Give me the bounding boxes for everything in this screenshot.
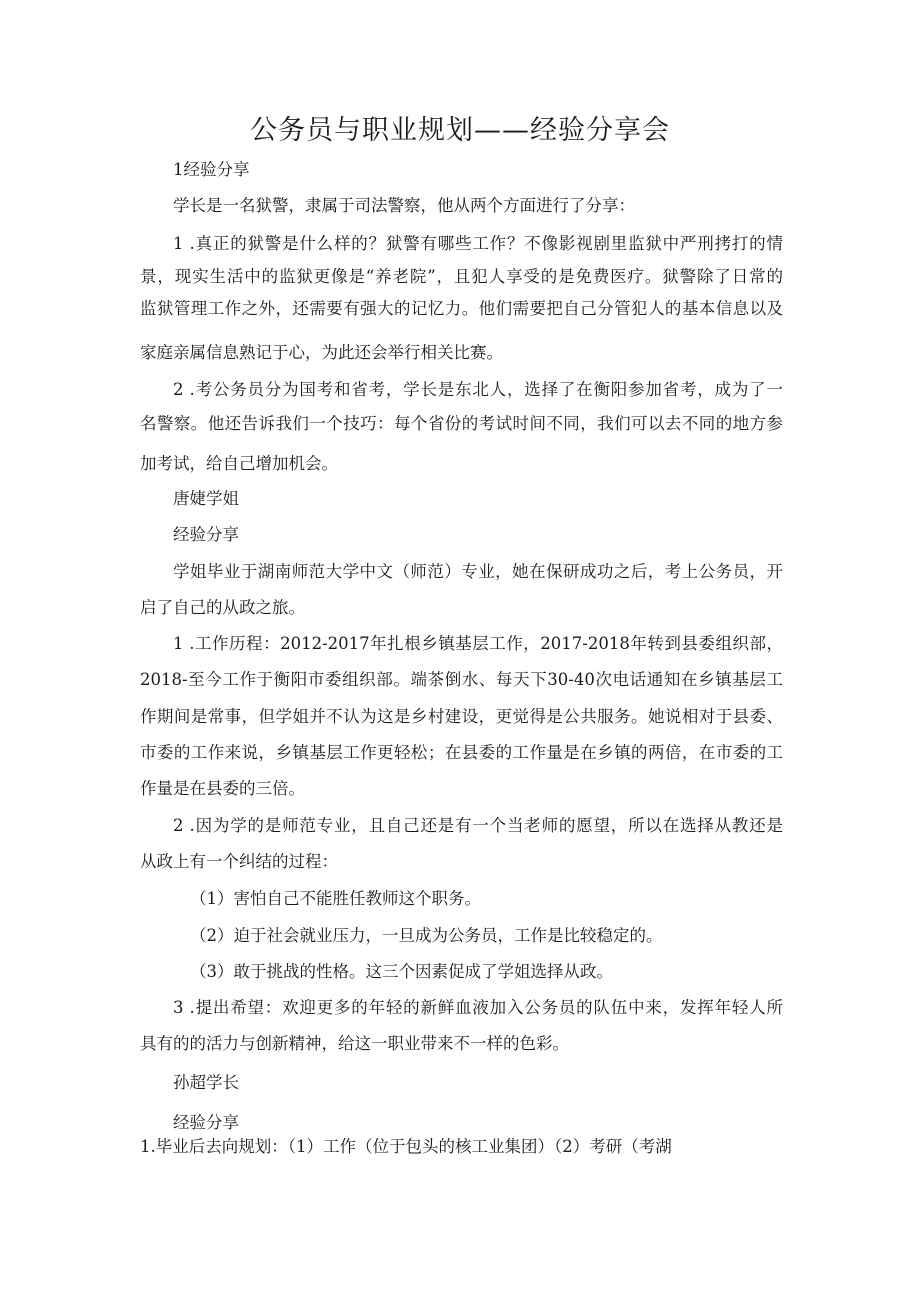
reason-item: （1）害怕自己不能胜任教师这个职务。 [190, 889, 481, 908]
document-title: 公务员与职业规划——经验分享会 [250, 115, 670, 146]
speaker-name: 唐婕学姐 [173, 489, 239, 508]
paragraph-line: 学长是一名狱警，隶属于司法警察，他从两个方面进行了分享： [173, 196, 635, 215]
paragraph-line: 监狱管理工作之外，还需要有强大的记忆力。他们需要把自己分管犯人的基本信息以及 [140, 299, 783, 318]
paragraph-line: 作期间是常事，但学姐并不认为这是乡村建设，更觉得是公共服务。她说相对于县委、 [140, 707, 783, 726]
paragraph-line: 2 .因为学的是师范专业，且自己还是有一个当老师的愿望，所以在选择从教还是 [173, 816, 783, 835]
paragraph-line: 具有的的活力与创新精神，给这一职业带来不一样的色彩。 [140, 1034, 569, 1053]
paragraph-line: 景，现实生活中的监狱更像是“养老院”，且犯人享受的是免费医疗。狱警除了日常的 [140, 267, 783, 286]
paragraph-line: 1 .工作历程：2012-2017年扎根乡镇基层工作，2017-2018年转到县委组织部， [173, 634, 783, 653]
paragraph-line: 家庭亲属信息熟记于心，为此还会举行相关比赛。 [140, 343, 503, 362]
paragraph-line: 市委的工作来说，乡镇基层工作更轻松；在县委的工作量是在乡镇的两倍，在市委的工 [140, 743, 783, 762]
section-heading: 经验分享 [173, 525, 239, 544]
paragraph-line: 1 .真正的狱警是什么样的？狱警有哪些工作？不像影视剧里监狱中严刑拷打的情 [173, 234, 783, 253]
paragraph-line: 1.毕业后去向规划：（1）工作（位于包头的核工业集团）（2）考研（考湖 [140, 1137, 672, 1156]
paragraph-line: 启了自己的从政之旅。 [140, 598, 305, 617]
reason-item: （2）迫于社会就业压力，一旦成为公务员，工作是比较稳定的。 [190, 926, 663, 945]
paragraph-line: 3 .提出希望：欢迎更多的年轻的新鲜血液加入公务员的队伍中来，发挥年轻人所 [173, 998, 783, 1017]
section-heading: 1经验分享 [173, 160, 250, 179]
paragraph-line: 作量是在县委的三倍。 [140, 779, 305, 798]
paragraph-line: 学姐毕业于湖南师范大学中文（师范）专业，她在保研成功之后，考上公务员，开 [173, 562, 783, 581]
reason-item: （3）敢于挑战的性格。这三个因素促成了学姐选择从政。 [190, 962, 613, 981]
paragraph-line: 2018-至今工作于衡阳市委组织部。端茶倒水、每天下30-40次电话通知在乡镇基层工 [140, 670, 783, 689]
paragraph-line: 2 .考公务员分为国考和省考，学长是东北人，选择了在衡阳参加省考，成为了一 [173, 380, 783, 399]
section-heading: 经验分享 [173, 1113, 239, 1132]
paragraph-line: 加考试，给自己增加机会。 [140, 454, 338, 473]
paragraph-line: 从政上有一个纠结的过程： [140, 852, 338, 871]
speaker-name: 孙超学长 [173, 1073, 239, 1092]
paragraph-line: 名警察。他还告诉我们一个技巧：每个省份的考试时间不同，我们可以去不同的地方参 [140, 414, 783, 433]
